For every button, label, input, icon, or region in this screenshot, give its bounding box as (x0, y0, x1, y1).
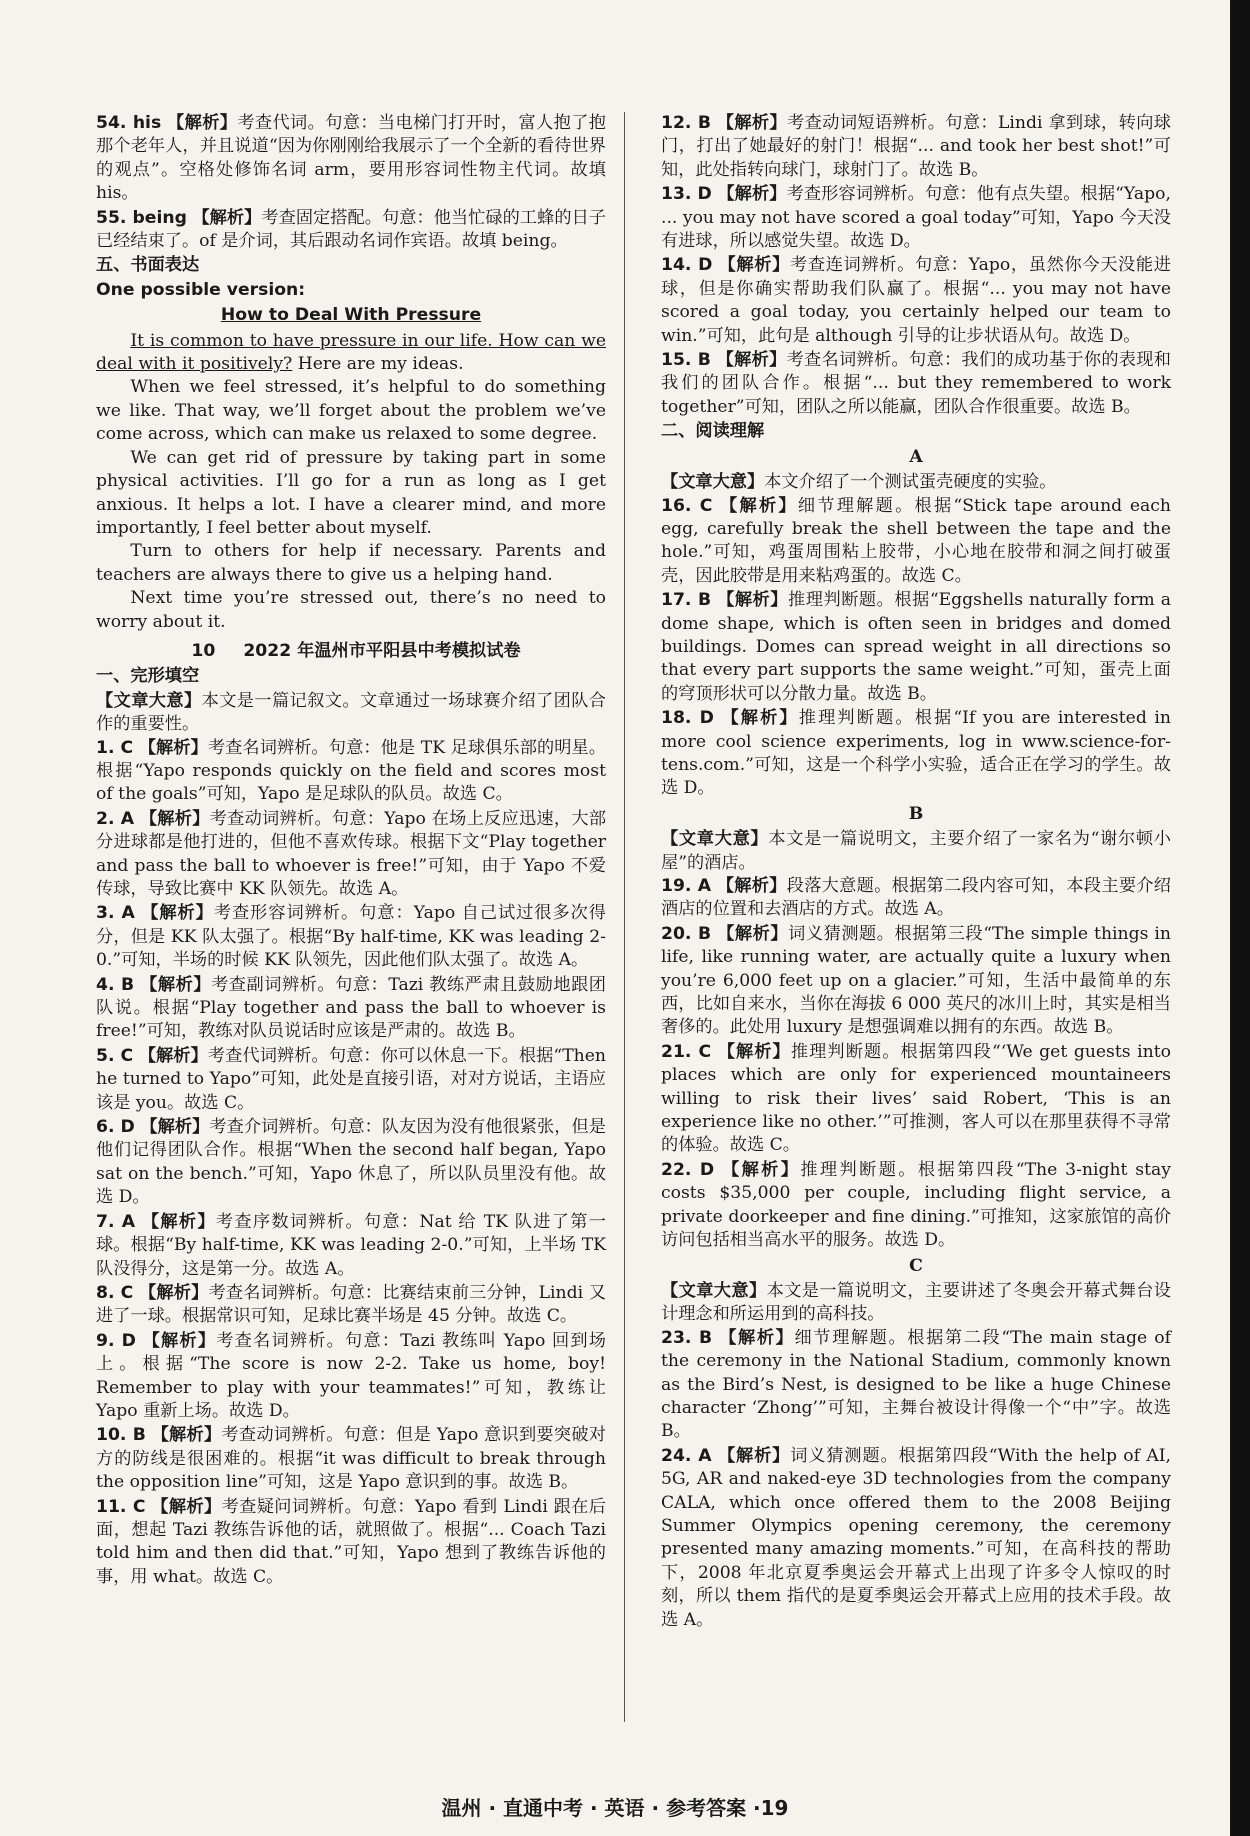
reading-b-answers (661, 875, 1171, 1253)
answer-54: 54. his 【解析】考查代词。句意：当电梯门打开时，富人抱了抱那个老年人，并且说道“因为你刚刚给我展示了一个全新的看待世界的观点”。空格处修饰名词 arm，要用形容词性物主代词。故填 his。 (96, 113, 606, 204)
answer-item: 21. C 【解析】推理判断题。根据第四段“‘We get guests into places which are only for experienced mountaineers willing to risk their lives’ said Robert, ‘This is an experience like no other.’”可推测，客人可以在那里获得不寻常的体验。故选 C。 (661, 1041, 1171, 1156)
answer-item: 11. C 【解析】考查疑问词辨析。句意：Yapo 看到 Lindi 跟在后面，想起 Tazi 教练告诉他的话，就照做了。根据“... Coach Tazi told him and then did that.”可知，Yapo 想到了教练告诉他的事，用 what。故选 C。 (96, 1496, 606, 1587)
essay-paragraph-2: When we feel stressed, it’s helpful to do something we like. That way, we’ll forget about the problem we’ve come across, which can make us relaxed to some degree. (96, 377, 606, 445)
article-summary-b: 【文章大意】本文是一篇说明文，主要介绍了一家名为“谢尔顿小屋”的酒店。 (661, 829, 1171, 873)
answer-item: 17. B 【解析】推理判断题。根据“Eggshells naturally form a dome shape, which is often seen in bridges and domed buildings. Domes can spread weight in all directions so that every part supports the same weight.”可知，蛋壳上面的穹顶形状可以分散力量。故选 B。 (661, 590, 1171, 704)
exam-title: 10 2022 年温州市平阳县中考模拟试卷 (96, 640, 606, 663)
passage-letter-b: B (908, 803, 924, 824)
answer-item: 23. B 【解析】细节理解题。根据第二段“The main stage of the ceremony in the National Stadium, commonly known as the Bird’s Nest, is designed to be like a huge Chinese character ‘Zhong’”可知，主舞台被设计得像一个“中”字。故选 B。 (661, 1327, 1171, 1442)
article-summary-c: 【文章大意】本文是一篇说明文，主要讲述了冬奥会开幕式舞台设计理念和所运用到的高科技。 (661, 1280, 1171, 1325)
answer-item: 1. C 【解析】考查名词辨析。句意：他是 TK 足球俱乐部的明星。根据“Yapo responds quickly on the field and scores most of the goals”可知，Yapo 是足球队的队员。故选 C。 (96, 737, 606, 805)
answer-item: 15. B 【解析】考查名词辨析。句意：我们的成功基于你的表现和我们的团队合作。根据“... but they remembered to work together”可知，团队之所以能赢，团队合作很重要。故选 B。 (661, 350, 1171, 417)
passage-letter-a: A (909, 446, 923, 467)
exam-number: 10 (191, 640, 216, 661)
reading-a-answers (661, 495, 1171, 801)
answer-item: 24. A 【解析】词义猜测题。根据第四段“With the help of AI, 5G, AR and naked-eye 3D technologies from the company CALA, which once offered them to the 2008 Beijing Summer Olympics opening ceremony, the ceremony presented many amazing moments.”可知，在高科技的帮助下，2008 年北京夏季奥运会开幕式上出现了许多令人惊叹的时刻，所以 them 指代的是夏季奥运会开幕式上应用的技术手段。故选 A。 (661, 1445, 1172, 1630)
answer-item: 16. C 【解析】细节理解题。根据“Stick tape around each egg, carefully break the shell between the tape and the hole.”可知，鸡蛋周围粘上胶带，小心地在胶带和洞之间打破蛋壳，因此胶带是用来粘鸡蛋的。故选 C。 (661, 495, 1171, 586)
answer-item: 12. B 【解析】考查动词短语辨析。句意：Lindi 拿到球，转向球门，打出了她最好的射门！根据“... and took her best shot!”可知，此处指转向球门，球射门了。故选 B。 (661, 113, 1171, 180)
article-summary-a: 【文章大意】本文介绍了一个测试蛋壳硬度的实验。 (661, 472, 1057, 493)
column-divider (624, 112, 625, 1722)
page-footer: 温州 · 直通中考 · 英语 · 参考答案 ·19 (441, 1796, 789, 1820)
page-edge-shadow (1230, 0, 1250, 1836)
answer-55: 55. being 【解析】考查固定搭配。句意：他当忙碌的工蜂的日子已经结束了。of 是介词，其后跟动名词作宾语。故填 being。 (96, 207, 606, 252)
section-heading-cloze: 一、完形填空 (96, 666, 200, 687)
possible-version-label: One possible version: (96, 279, 306, 300)
essay-paragraph-5: Next time you’re stressed out, there’s no need to worry about it. (96, 588, 606, 632)
answer-item: 22. D 【解析】推理判断题。根据第四段“The 3-night stay costs $35,000 per couple, including flight service, a private doorkeeper and fine dining.”可推知，这家旅馆的高价访问包括相当高水平的服务。故选 D。 (661, 1159, 1171, 1251)
right-column (661, 112, 1171, 1633)
answer-item: 18. D 【解析】推理判断题。根据“If you are interested in more cool science experiments, log in www.science-for-tens.com.”可知，这是一个科学小实验，适合正在学习的学生。故选 D。 (661, 708, 1171, 799)
essay-paragraph-4: Turn to others for help if necessary. Parents and teachers are always there to give us a helping hand. (96, 541, 606, 585)
answer-item: 4. B 【解析】考查副词辨析。句意：Tazi 教练严肃且鼓励地跟团队说。根据“Play together and pass the ball to whoever is free!”可知，教练对队员说话时应该是严肃的。故选 B。 (96, 974, 606, 1042)
answer-item: 14. D 【解析】考查连词辨析。句意：Yapo，虽然你今天没能进球，但是你确实帮助我们队赢了。根据“... you may not have scored a goal today, you certainly helped our team to win.”可知，此句是 although 引导的让步状语从句。故选 D。 (661, 255, 1171, 346)
essay-title: How to Deal With Pressure (220, 305, 482, 326)
essay-paragraph-3: We can get rid of pressure by taking part in some physical activities. I’ll go for a run as long as I get anxious. It helps a lot. I have a clearer mind, and more importantly, I feel better about myself. (96, 447, 606, 538)
answer-item: 8. C 【解析】考查名词辨析。句意：比赛结束前三分钟，Lindi 又进了一球。根据常识可知，足球比赛半场是 45 分钟。故选 C。 (96, 1282, 606, 1327)
answer-item: 6. D 【解析】考查介词辨析。句意：队友因为没有他很紧张，但是他们记得团队合作。根据“When the second half began, Yapo sat on the bench.”可知，Yapo 休息了，所以队员里没有他。故选 D。 (96, 1117, 606, 1208)
answer-item: 10. B 【解析】考查动词辨析。句意：但是 Yapo 意识到要突破对方的防线是很困难的。根据“it was difficult to break through the opposition line”可知，这是 Yapo 意识到的事。故选 B。 (96, 1425, 606, 1493)
reading-c-answers (661, 1327, 1171, 1632)
answer-item: 3. A 【解析】考查形容词辨析。句意：Yapo 自己试过很多次得分，但是 KK 队太强了。根据“By half-time, KK was leading 2-0.”可知，半场的时候 KK 队领先，因此他们队太强了。故选 A。 (96, 903, 606, 971)
article-summary: 【文章大意】本文是一篇记叙文。文章通过一场球赛介绍了团队合作的重要性。 (96, 690, 606, 735)
answer-item: 7. A 【解析】考查序数词辨析。句意：Nat 给 TK 队进了第一球。根据“By half-time, KK was leading 2-0.”可知，上半场 TK 队没得分，这是第一分。故选 A。 (96, 1211, 606, 1279)
section-heading-reading: 二、阅读理解 (661, 421, 765, 442)
answer-item: 13. D 【解析】考查形容词辨析。句意：他有点失望。根据“Yapo, ... you may not have scored a goal today”可知，Yapo 今天没有进球，所以感觉失望。故选 D。 (661, 184, 1171, 252)
cloze-answer-list (96, 737, 606, 1590)
answer-item: 5. C 【解析】考查代词辨析。句意：你可以休息一下。根据“Then he turned to Yapo”可知，此处是直接引语，对对方说话，主语应该是 you。故选 C。 (96, 1045, 606, 1113)
answer-item: 2. A 【解析】考查动词辨析。句意：Yapo 在场上反应迅速，大部分进球都是他打进的，但他不喜欢传球。根据下文“Play together and pass the ball to whoever is free!”可知，由于 Yapo 不爱传球，导致比赛中 KK 队领先。故选 A。 (96, 808, 607, 899)
answer-item: 20. B 【解析】词义猜测题。根据第三段“The simple things in life, like running water, are actually quite a luxury when you’re 6,000 feet up on a glacier.”可知，生活中最简单的东西，比如自来水，当你在海拔 6 000 英尺的冰川上时，其实是相当奢侈的。此处用 luxury 是想强调难以拥有的东西。故选 B。 (661, 923, 1171, 1038)
essay-paragraph-1: It is common to have pressure in our life. How can we deal with it positively? Here are my ideas. (96, 330, 606, 375)
cloze-answer-list-cont (661, 112, 1171, 419)
answer-item: 9. D 【解析】考查名词辨析。句意：Tazi 教练叫 Yapo 回到场上。根据“The score is now 2-2. Take us home, boy! Remember to play with your teammates!”可知，教练让 Yapo 重新上场。故选 D。 (96, 1330, 606, 1421)
passage-letter-c: C (909, 1255, 923, 1276)
section-heading-writing: 五、书面表达 (96, 255, 200, 276)
left-column (96, 112, 606, 1590)
answer-item: 19. A 【解析】段落大意题。根据第二段内容可知，本段主要介绍酒店的位置和去酒店的方式。故选 A。 (661, 876, 1171, 920)
